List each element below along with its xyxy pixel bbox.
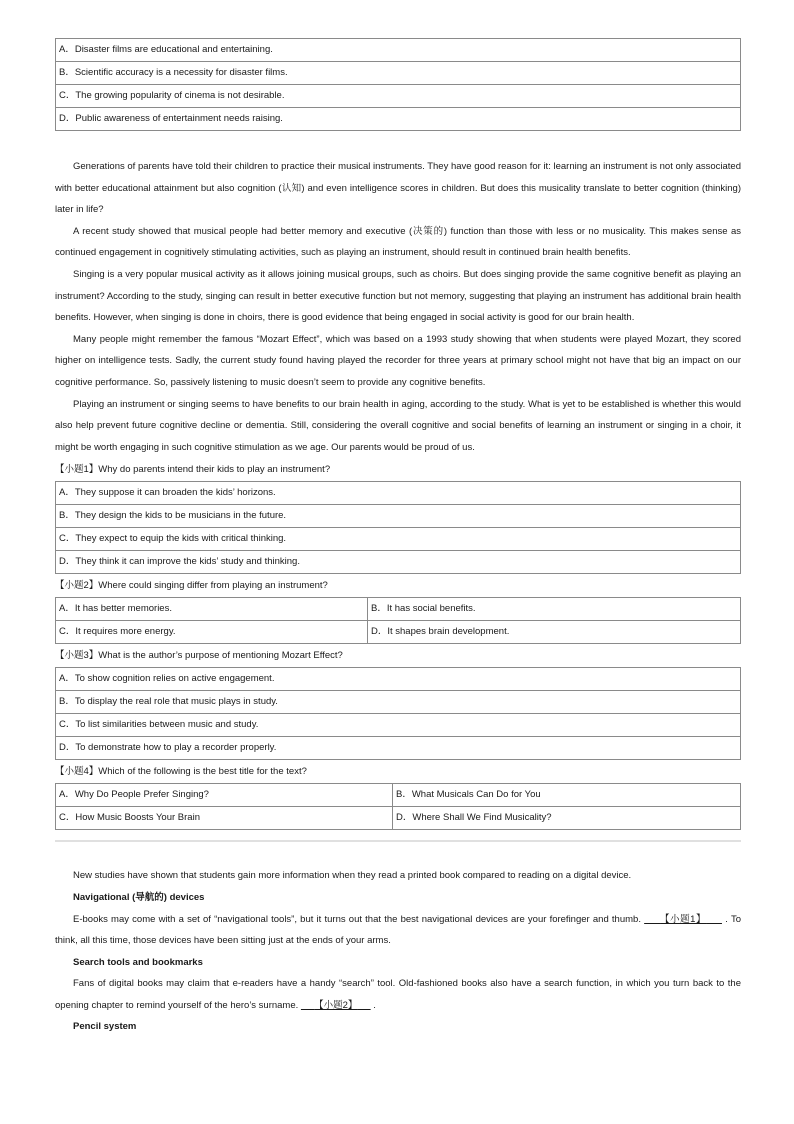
option-d[interactable]: D．Public awareness of entertainment needs raising. (56, 108, 741, 131)
paragraph-tail: . (370, 999, 376, 1011)
option-a[interactable]: A．Why Do People Prefer Singing? (56, 784, 393, 807)
passage2-intro: New studies have shown that students gain more information when they read a printed book compared to reading on a digital device. (73, 870, 632, 882)
option-b[interactable]: B．To display the real role that music plays in study. (56, 691, 741, 714)
option-b[interactable]: B．It has social benefits. (368, 598, 741, 621)
question-2-options (55, 597, 741, 644)
option-d[interactable]: D．It shapes brain development. (368, 621, 741, 644)
passage2-paragraph (55, 973, 741, 1016)
paragraph-tail: . To think, all this time, those devices have been sitting just at the ends of your arms. (55, 913, 741, 947)
question-stem: 【小题3】What is the author’s purpose of mentioning Mozart Effect? (55, 650, 343, 662)
question-stem: 【小题1】Why do parents intend their kids to play an instrument? (55, 464, 331, 476)
passage-paragraph: A recent study showed that musical people had better memory and executive (决策的) function than those with less or no musicality. This makes sense as continued engagement in cognitively stimulating activities, such as playing an instrument, should result in continued brain health benefits. (55, 225, 741, 259)
option-c[interactable]: C．It requires more energy. (56, 621, 368, 644)
paragraph-text: Fans of digital books may claim that e-readers have a handy “search” tool. Old-fashioned books also have a search function, in which you turn back to the opening chapter to remind yourself of the hero’s surname. (55, 978, 741, 1011)
option-c[interactable]: C．To list similarities between music and study. (56, 714, 741, 737)
question-4-options (55, 783, 741, 830)
option-c[interactable]: C．They expect to equip the kids with critical thinking. (56, 528, 741, 551)
blank-label: 【小题1】 (660, 913, 707, 925)
passage-paragraph: Playing an instrument or singing seems to have benefits to our brain health in aging, according to the study. What is yet to be established is whether this would also help prevent future cognitive decline or dementia. Still, considering the overall cognitive and social benefits of learning an instrument or singing in a choir, it might be worth engaging in such cognitive stimulation as we age. Our parents would be proud of us. (55, 398, 741, 453)
passage-paragraph: Generations of parents have told their children to practice their musical instruments. They have good reason for it: learning an instrument is not only associated with better educational attainment but also cognition (认知) and even intelligence scores in children. But does this musicality translate to better cognition (thinking) later in life? (55, 161, 741, 216)
previous-question-options (55, 38, 741, 131)
answer-blank-2[interactable] (301, 1000, 371, 1011)
option-a[interactable]: A．They suppose it can broaden the kids’ horizons. (56, 482, 741, 505)
option-a[interactable]: A．It has better memories. (56, 598, 368, 621)
option-b[interactable]: B．What Musicals Can Do for You (393, 784, 741, 807)
section-heading: Search tools and bookmarks (73, 956, 203, 968)
passage2-paragraph (55, 909, 741, 952)
question-stem: 【小题4】Which of the following is the best title for the text? (55, 766, 307, 778)
option-c[interactable]: C．The growing popularity of cinema is not desirable. (56, 85, 741, 108)
question-1-options (55, 481, 741, 574)
option-d[interactable]: D．Where Shall We Find Musicality? (393, 807, 741, 830)
question-stem: 【小题2】Where could singing differ from playing an instrument? (55, 580, 328, 592)
option-d[interactable]: D．They think it can improve the kids’ study and thinking. (56, 551, 741, 574)
passage-paragraph: Many people might remember the famous “Mozart Effect”, which was based on a 1993 study showing that when students were played Mozart, they scored higher on intelligence tests. Sadly, the current study found having played the recorder for three years at primary school might not have that big an impact on our cognitive performance. So, passively listening to music doesn’t seem to provide any cognitive benefits. (55, 333, 741, 388)
section-heading: Pencil system (73, 1021, 137, 1033)
option-c[interactable]: C．How Music Boosts Your Brain (56, 807, 393, 830)
paragraph-text: E-books may come with a set of “navigational tools”, but it turns out that the best navigational devices are your forefinger and thumb. (73, 913, 645, 925)
passage-paragraph: Singing is a very popular musical activity as it allows joining musical groups, such as choirs. But does singing provide the same cognitive benefit as playing an instrument? According to the study, singing can result in better executive function but not memory, suggesting that playing an instrument has additional brain health benefits. However, when singing is done in choirs, there is good evidence that being engaged in social activity is good for our brain health. (55, 268, 741, 324)
answer-blank-1[interactable] (644, 914, 722, 925)
blank-label: 【小题2】 (314, 999, 358, 1011)
second-passage (55, 865, 741, 1038)
question-3-options (55, 667, 741, 760)
option-b[interactable]: B．Scientific accuracy is a necessity for disaster films. (56, 62, 741, 85)
section-heading: Navigational (导航的) devices (73, 891, 205, 903)
option-d[interactable]: D．To demonstrate how to play a recorder properly. (56, 737, 741, 760)
option-a[interactable]: A．Disaster films are educational and entertaining. (56, 39, 741, 62)
option-a[interactable]: A．To show cognition relies on active engagement. (56, 668, 741, 691)
worksheet-page (55, 38, 741, 1038)
option-b[interactable]: B．They design the kids to be musicians in the future. (56, 505, 741, 528)
reading-passage (55, 156, 741, 458)
